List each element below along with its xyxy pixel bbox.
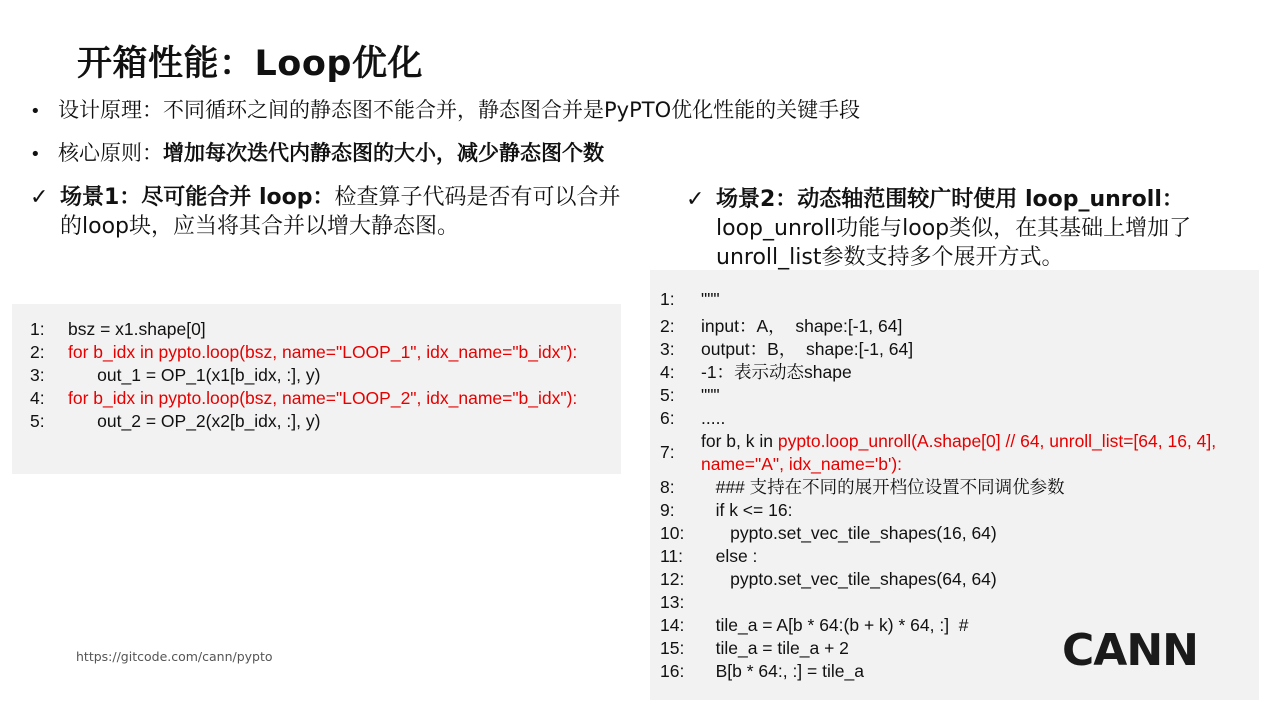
line-number: 4: — [660, 362, 675, 382]
line-number: 3: — [660, 339, 675, 359]
bullet-dot: • — [30, 101, 41, 122]
code-line — [650, 545, 1259, 568]
line-number: 9: — [660, 500, 675, 520]
line-number: 3: — [30, 365, 45, 385]
code-highlight: for b_idx in pypto.loop(bsz, name="LOOP_2", idx_name="b_idx"): — [68, 388, 578, 408]
code-line — [12, 387, 621, 410]
code-text: for b, k in — [701, 431, 778, 451]
code-text: pypto.set_vec_tile_shapes(16, 64) — [701, 523, 997, 543]
line-number: 11: — [660, 546, 684, 566]
scenario-2-heading: 场景2：动态轴范围较广时使用 loop_unroll： — [716, 187, 1184, 212]
line-number: 15: — [660, 638, 684, 658]
line-number: 10: — [660, 523, 684, 543]
code-line — [650, 288, 1259, 311]
line-number: 2: — [660, 316, 675, 336]
code-line — [650, 384, 1259, 407]
code-text: bsz = x1.shape[0] — [68, 319, 206, 339]
line-number: 8: — [660, 477, 675, 497]
bullet-label: 核心原则： — [58, 141, 163, 165]
code-text: out_2 = OP_2(x2[b_idx, :], y) — [68, 411, 321, 431]
line-number: 1: — [30, 319, 45, 339]
code-text: ### 支持在不同的展开档位设置不同调优参数 — [701, 477, 1065, 497]
code-line — [650, 499, 1259, 522]
bullet-core-principle — [30, 137, 604, 167]
code-line — [650, 591, 1259, 614]
code-text: out_1 = OP_1(x1[b_idx, :], y) — [68, 365, 321, 385]
code-line — [12, 341, 621, 364]
code-text: """ — [701, 385, 720, 405]
code-line — [650, 361, 1259, 384]
checkmark-icon: ✓ — [686, 187, 705, 212]
code-text: ..... — [701, 408, 726, 428]
line-number: 14: — [660, 615, 684, 635]
code-line — [650, 430, 1259, 476]
bullet-text: 增加每次迭代内静态图的大小，减少静态图个数 — [163, 141, 604, 165]
source-link[interactable]: https://gitcode.com/cann/pypto — [76, 649, 273, 664]
slide-title: 开箱性能：Loop优化 — [77, 44, 423, 84]
line-number: 16: — [660, 661, 684, 681]
line-number: 13: — [660, 592, 684, 612]
code-text: else : — [701, 546, 758, 566]
checkmark-icon: ✓ — [30, 185, 49, 210]
line-number: 1: — [660, 289, 675, 309]
code-text: output：B， shape:[-1, 64] — [701, 339, 914, 359]
code-line — [650, 338, 1259, 361]
code-line — [650, 311, 1259, 338]
code-line — [650, 476, 1259, 499]
code-text: if k <= 16: — [701, 500, 793, 520]
code-line — [12, 364, 621, 387]
line-number: 4: — [30, 388, 45, 408]
code-line — [650, 568, 1259, 591]
cann-logo — [1062, 625, 1202, 676]
line-number: 12: — [660, 569, 684, 589]
code-text: tile_a = tile_a + 2 — [701, 638, 849, 658]
line-number: 5: — [30, 411, 45, 431]
code-line — [650, 522, 1259, 545]
code-text: -1：表示动态shape — [701, 362, 852, 382]
code-block-loop — [12, 304, 621, 474]
code-highlight: pypto.loop_unroll(A.shape[0] // 64, unroll_list=[64, 16, 4], name="A", idx_name='b'): — [701, 431, 1217, 474]
code-highlight: for b_idx in pypto.loop(bsz, name="LOOP_1", idx_name="b_idx"): — [68, 342, 578, 362]
code-text: """ — [701, 289, 720, 309]
logo-text: CANN — [1062, 625, 1198, 676]
code-line — [12, 318, 621, 341]
bullet-text: 不同循环之间的静态图不能合并，静态图合并是PyPTO优化性能的关键手段 — [163, 98, 861, 122]
code-text: input：A， shape:[-1, 64] — [701, 316, 903, 336]
scenario-1-text: 检查算子代码是否有可以合并的loop块，应当将其合并以增大静态图。 — [60, 185, 621, 239]
line-number: 2: — [30, 342, 45, 362]
code-line — [650, 407, 1259, 430]
line-number: 6: — [660, 408, 675, 428]
scenario-1-heading: 场景1：尽可能合并 loop： — [60, 185, 335, 210]
scenario-1 — [30, 183, 630, 241]
scenario-2-text: loop_unroll功能与loop类似，在其基础上增加了unroll_list参数支持多个展开方式。 — [716, 216, 1192, 270]
line-number: 7: — [660, 442, 675, 462]
code-text: B[b * 64:, :] = tile_a — [701, 661, 864, 681]
line-number: 5: — [660, 385, 675, 405]
code-text: pypto.set_vec_tile_shapes(64, 64) — [701, 569, 997, 589]
scenario-2 — [686, 185, 1266, 272]
code-line — [12, 410, 621, 433]
bullet-dot: • — [30, 144, 41, 165]
bullet-label: 设计原理： — [58, 98, 163, 122]
code-text: tile_a = A[b * 64:(b + k) * 64, :] # — [701, 615, 969, 635]
bullet-design-principle — [30, 94, 860, 124]
